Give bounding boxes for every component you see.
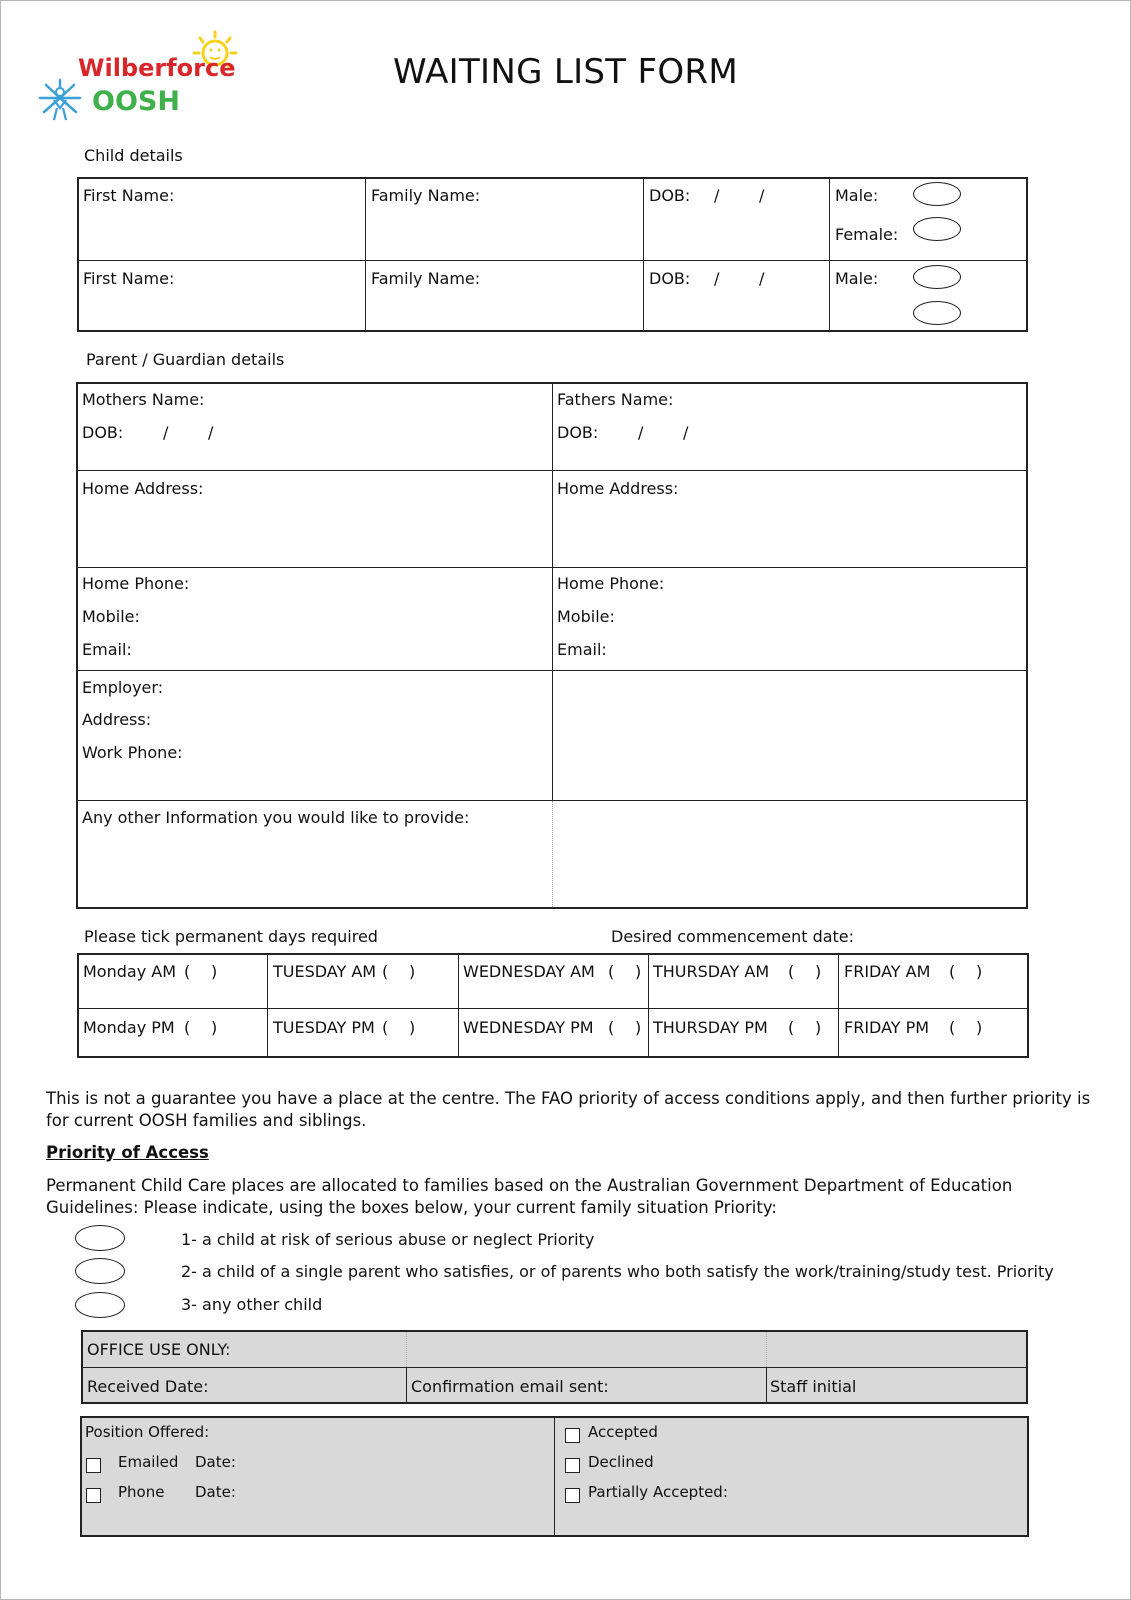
paren: ( — [949, 1018, 956, 1037]
divider — [406, 1367, 407, 1404]
date-slash: / — [714, 186, 720, 205]
paren: ( — [184, 962, 191, 981]
accepted-label: Accepted — [588, 1423, 658, 1441]
phone-label: Phone — [118, 1483, 165, 1501]
paren: ) — [409, 1018, 416, 1037]
father-home-phone-field[interactable]: Home Phone: — [557, 574, 665, 593]
mother-home-address-field[interactable]: Home Address: — [82, 479, 204, 498]
date-slash: / — [683, 423, 689, 442]
other-info-field[interactable]: Any other Information you would like to provide: — [82, 808, 470, 827]
divider — [76, 567, 1028, 568]
days-heading: Please tick permanent days required — [84, 927, 378, 946]
work-phone-field[interactable]: Work Phone: — [82, 743, 183, 762]
wednesday-pm-option[interactable]: WEDNESDAY PM — [463, 1018, 594, 1037]
child1-first-name-field[interactable]: First Name: — [83, 186, 175, 205]
date-slash: / — [759, 186, 765, 205]
date-slash: / — [759, 269, 765, 288]
logo-text-oosh: OOSH — [92, 86, 180, 117]
mother-home-phone-field[interactable]: Home Phone: — [82, 574, 190, 593]
priority-description: Permanent Child Care places are allocated to families based on the Australian Government Department of Education Guidelines: Please indicate, using the boxes below, your current family situation Priority: — [46, 1176, 1013, 1217]
divider — [267, 953, 268, 1058]
child-details-table — [77, 177, 1028, 332]
monday-pm-option[interactable]: Monday PM — [83, 1018, 175, 1037]
position-offered-label: Position Offered: — [85, 1423, 210, 1441]
commencement-date-field[interactable]: Desired commencement date: — [611, 927, 855, 946]
logo-text-wilberforce: Wilberforce — [78, 54, 236, 82]
paren: ) — [635, 962, 642, 981]
friday-pm-option[interactable]: FRIDAY PM — [844, 1018, 930, 1037]
divider — [76, 800, 1028, 801]
date-slash: / — [208, 423, 214, 442]
paren: ( — [788, 962, 795, 981]
confirmation-email-field[interactable]: Confirmation email sent: — [411, 1377, 609, 1396]
thursday-pm-option[interactable]: THURSDAY PM — [653, 1018, 768, 1037]
page-title: WAITING LIST FORM — [393, 52, 738, 92]
employer-address-field[interactable]: Address: — [82, 710, 152, 729]
phone-checkbox[interactable] — [86, 1488, 101, 1503]
office-use-heading: OFFICE USE ONLY: — [87, 1340, 231, 1359]
child2-family-name-field[interactable]: Family Name: — [371, 269, 481, 288]
child1-female-label: Female: — [835, 225, 899, 244]
paren: ) — [211, 1018, 218, 1037]
child1-male-radio[interactable] — [913, 182, 961, 206]
paren: ) — [815, 962, 822, 981]
child2-first-name-field[interactable]: First Name: — [83, 269, 175, 288]
father-home-address-field[interactable]: Home Address: — [557, 479, 679, 498]
paren: ) — [976, 1018, 983, 1037]
divider — [648, 953, 649, 1058]
priority-1-radio[interactable] — [75, 1225, 125, 1251]
monday-am-option[interactable]: Monday AM — [83, 962, 176, 981]
paren: ) — [211, 962, 218, 981]
paren: ) — [815, 1018, 822, 1037]
divider — [829, 177, 830, 332]
staff-initial-field[interactable]: Staff initial — [770, 1377, 857, 1396]
priority-2-label: 2- a child of a single parent who satisfies, or of parents who both satisfy the work/training/study test. Priority — [181, 1262, 1054, 1281]
priority-3-radio[interactable] — [75, 1292, 125, 1318]
divider — [406, 1332, 407, 1367]
thursday-am-option[interactable]: THURSDAY AM — [653, 962, 770, 981]
paren: ( — [184, 1018, 191, 1037]
declined-label: Declined — [588, 1453, 654, 1471]
declined-checkbox[interactable] — [565, 1458, 580, 1473]
divider — [766, 1332, 767, 1367]
emailed-checkbox[interactable] — [86, 1458, 101, 1473]
divider — [458, 953, 459, 1058]
paren: ( — [949, 962, 956, 981]
parent-details-heading: Parent / Guardian details — [86, 350, 285, 369]
child2-male-label: Male: — [835, 269, 879, 288]
priority-2-radio[interactable] — [75, 1258, 125, 1284]
emailed-date-field[interactable]: Date: — [195, 1453, 236, 1471]
father-email-field[interactable]: Email: — [557, 640, 607, 659]
mother-mobile-field[interactable]: Mobile: — [82, 607, 140, 626]
employer-field[interactable]: Employer: — [82, 678, 164, 697]
paren: ) — [635, 1018, 642, 1037]
paren: ) — [976, 962, 983, 981]
paren: ) — [409, 962, 416, 981]
divider — [76, 670, 1028, 671]
mother-dob-field[interactable]: DOB: — [82, 423, 124, 442]
date-slash: / — [714, 269, 720, 288]
child1-family-name-field[interactable]: Family Name: — [371, 186, 481, 205]
child2-female-radio[interactable] — [913, 301, 961, 325]
priority-3-label: 3- any other child — [181, 1295, 323, 1314]
tuesday-am-option[interactable]: TUESDAY AM — [273, 962, 377, 981]
child1-dob-field[interactable]: DOB: — [649, 186, 691, 205]
wednesday-am-option[interactable]: WEDNESDAY AM — [463, 962, 595, 981]
phone-date-field[interactable]: Date: — [195, 1483, 236, 1501]
accepted-checkbox[interactable] — [565, 1428, 580, 1443]
divider — [77, 1008, 1029, 1009]
paren: ( — [608, 962, 615, 981]
priority-heading: Priority of Access — [46, 1143, 209, 1162]
paren: ( — [382, 1018, 389, 1037]
divider — [552, 382, 553, 801]
child2-male-radio[interactable] — [913, 265, 961, 289]
paren: ( — [788, 1018, 795, 1037]
divider — [76, 470, 1028, 471]
guarantee-notice: This is not a guarantee you have a place at the centre. The FAO priority of access conditions apply, and then further priority is for current OOSH families and siblings. — [46, 1089, 1091, 1130]
mother-email-field[interactable]: Email: — [82, 640, 132, 659]
divider — [838, 953, 839, 1058]
child-details-heading: Child details — [84, 146, 183, 165]
divider — [77, 260, 1028, 261]
divider — [554, 1416, 555, 1537]
date-slash: / — [163, 423, 169, 442]
fathers-name-field[interactable]: Fathers Name: — [557, 390, 674, 409]
father-mobile-field[interactable]: Mobile: — [557, 607, 615, 626]
child2-dob-field[interactable]: DOB: — [649, 269, 691, 288]
paren: ( — [382, 962, 389, 981]
child1-female-radio[interactable] — [913, 217, 961, 241]
divider — [81, 1367, 1028, 1368]
mothers-name-field[interactable]: Mothers Name: — [82, 390, 205, 409]
divider — [766, 1367, 767, 1404]
friday-am-option[interactable]: FRIDAY AM — [844, 962, 931, 981]
received-date-field[interactable]: Received Date: — [87, 1377, 209, 1396]
emailed-label: Emailed — [118, 1453, 179, 1471]
father-dob-field[interactable]: DOB: — [557, 423, 599, 442]
partially-accepted-label: Partially Accepted: — [588, 1483, 728, 1501]
tuesday-pm-option[interactable]: TUESDAY PM — [273, 1018, 375, 1037]
paren: ( — [608, 1018, 615, 1037]
priority-1-label: 1- a child at risk of serious abuse or neglect Priority — [181, 1230, 595, 1249]
date-slash: / — [638, 423, 644, 442]
divider — [643, 177, 644, 332]
divider — [552, 801, 553, 907]
divider — [365, 177, 366, 332]
child1-male-label: Male: — [835, 186, 879, 205]
partially-accepted-checkbox[interactable] — [565, 1488, 580, 1503]
